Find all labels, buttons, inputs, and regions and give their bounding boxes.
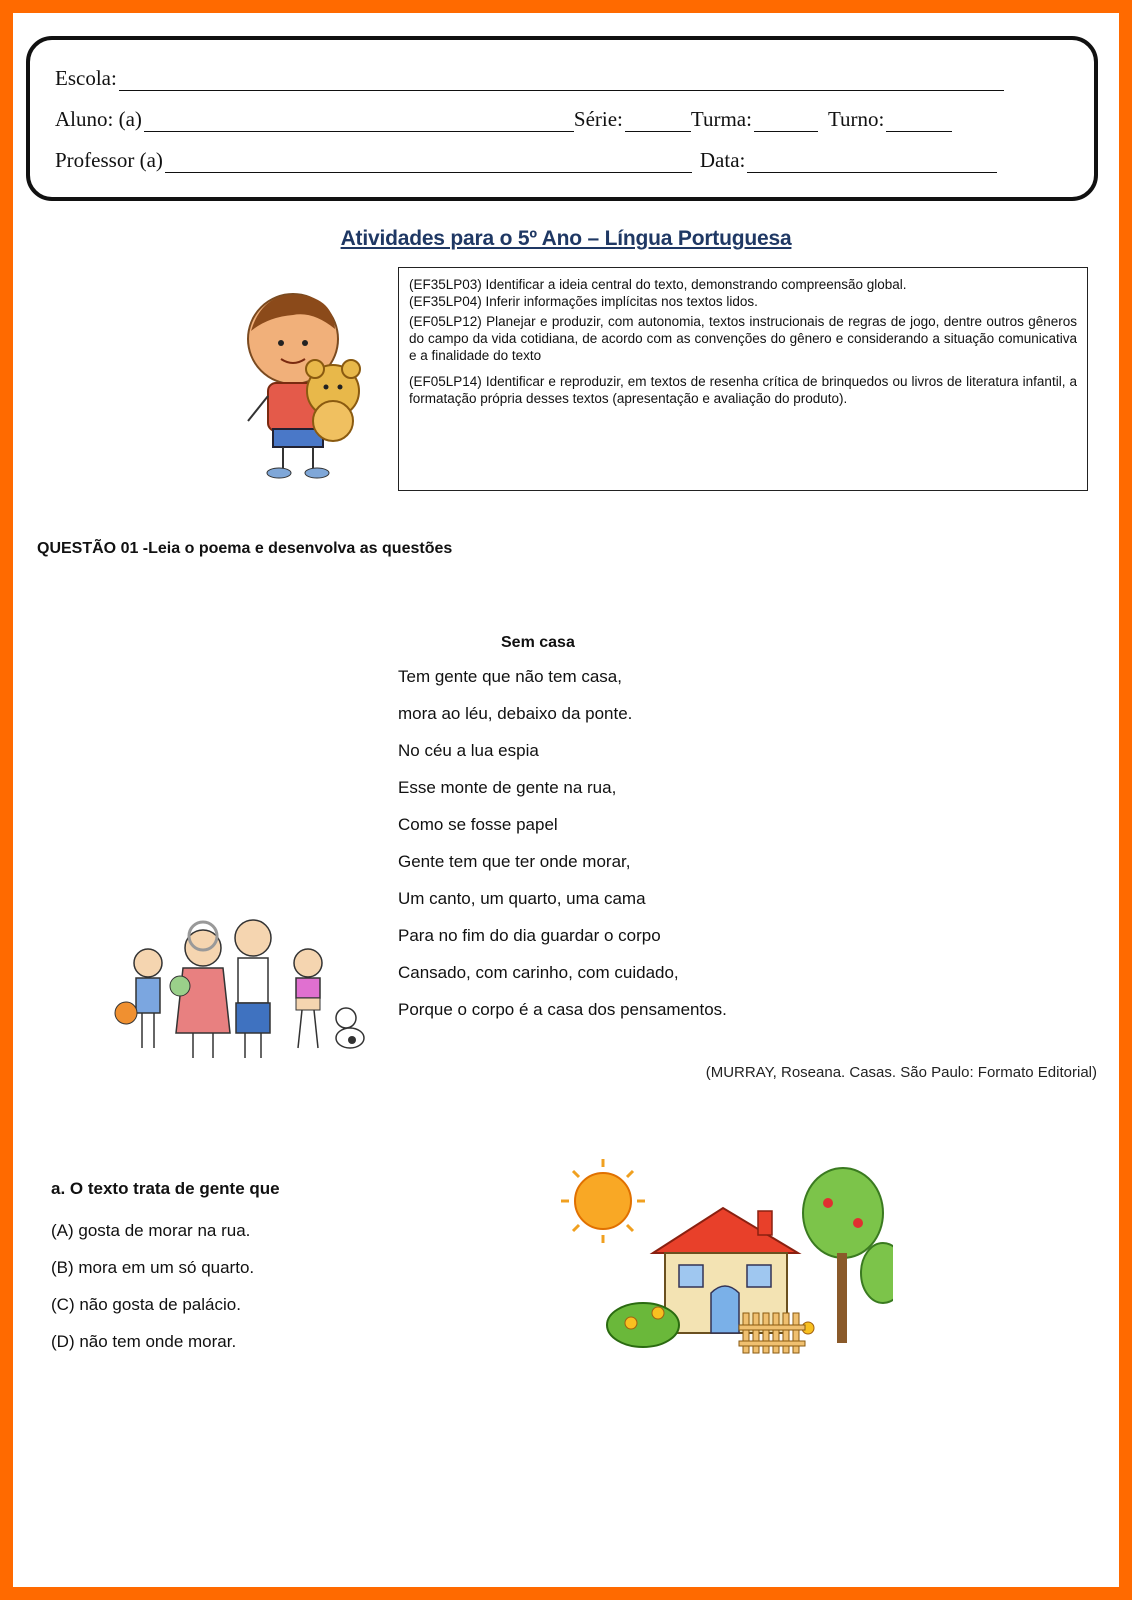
family-illustration xyxy=(108,908,368,1068)
option-c[interactable]: (C) não gosta de palácio. xyxy=(51,1295,241,1314)
skill-ef35lp04: (EF35LP04) Inferir informações implícitas nos textos lidos. xyxy=(409,294,758,309)
professor-field[interactable] xyxy=(165,154,692,173)
turno-field[interactable] xyxy=(886,113,952,132)
skill-ef05lp14: (EF05LP14) Identificar e reproduzir, em textos de resenha crítica de brinquedos ou livros de literatura infantil, a formatação própria desses textos (apresentação e avaliação do produto). xyxy=(409,374,1077,406)
option-d[interactable]: (D) não tem onde morar. xyxy=(51,1332,237,1351)
question-a-options xyxy=(51,1221,254,1369)
aluno-row xyxy=(55,107,952,132)
skills-box xyxy=(398,267,1088,491)
poem-line: Tem gente que não tem casa, xyxy=(398,667,622,686)
poem-line: Esse monte de gente na rua, xyxy=(398,778,617,797)
skill-ef35lp03: (EF35LP03) Identificar a ideia central do texto, demonstrando compreensão global. xyxy=(409,277,907,292)
option-b[interactable]: (B) mora em um só quarto. xyxy=(51,1258,255,1277)
serie-field[interactable] xyxy=(625,113,691,132)
page-title: Atividades para o 5º Ano – Língua Portuguesa xyxy=(340,227,792,250)
poem-body xyxy=(398,667,727,1037)
student-info-box xyxy=(26,36,1098,201)
professor-row xyxy=(55,148,997,173)
poem-line: Gente tem que ter onde morar, xyxy=(398,852,631,871)
poem-line: Porque o corpo é a casa dos pensamentos. xyxy=(398,1000,727,1019)
poem-line: mora ao léu, debaixo da ponte. xyxy=(398,704,633,723)
option-a[interactable]: (A) gosta de morar na rua. xyxy=(51,1221,251,1240)
poem-line: Como se fosse papel xyxy=(398,815,558,834)
question-heading: QUESTÃO 01 -Leia o poema e desenvolva as questões xyxy=(37,540,453,557)
poem-line: Para no fim do dia guardar o corpo xyxy=(398,926,661,945)
escola-row xyxy=(55,66,1004,91)
turma-label: Turma: xyxy=(690,107,752,131)
question-a-prompt: a. O texto trata de gente que xyxy=(51,1179,280,1198)
house-illustration xyxy=(553,1153,893,1363)
aluno-label: Aluno: (a) xyxy=(55,107,142,131)
poem-line: Um canto, um quarto, uma cama xyxy=(398,889,646,908)
boy-with-teddy-illustration xyxy=(223,281,393,481)
serie-label: Série: xyxy=(573,107,623,131)
escola-label: Escola: xyxy=(55,66,117,90)
turno-label: Turno: xyxy=(827,107,885,131)
poem-line: Cansado, com carinho, com cuidado, xyxy=(398,963,679,982)
escola-field[interactable] xyxy=(119,72,1004,91)
poem-source: (MURRAY, Roseana. Casas. São Paulo: Formato Editorial) xyxy=(705,1064,1097,1081)
poem-line: No céu a lua espia xyxy=(398,741,539,760)
data-field[interactable] xyxy=(747,154,997,173)
poem-title: Sem casa xyxy=(501,634,575,651)
professor-label: Professor (a) xyxy=(55,148,163,172)
turma-field[interactable] xyxy=(754,113,818,132)
skill-ef05lp12: (EF05LP12) Planejar e produzir, com autonomia, textos instrucionais de regras de jogo, dentre outros gêneros do campo da vida cotidiana, de acordo com as convenções do gênero e considerando a situação comunicativa e a finalidade do texto xyxy=(409,314,1077,363)
data-label: Data: xyxy=(699,148,746,172)
aluno-field[interactable] xyxy=(144,113,574,132)
